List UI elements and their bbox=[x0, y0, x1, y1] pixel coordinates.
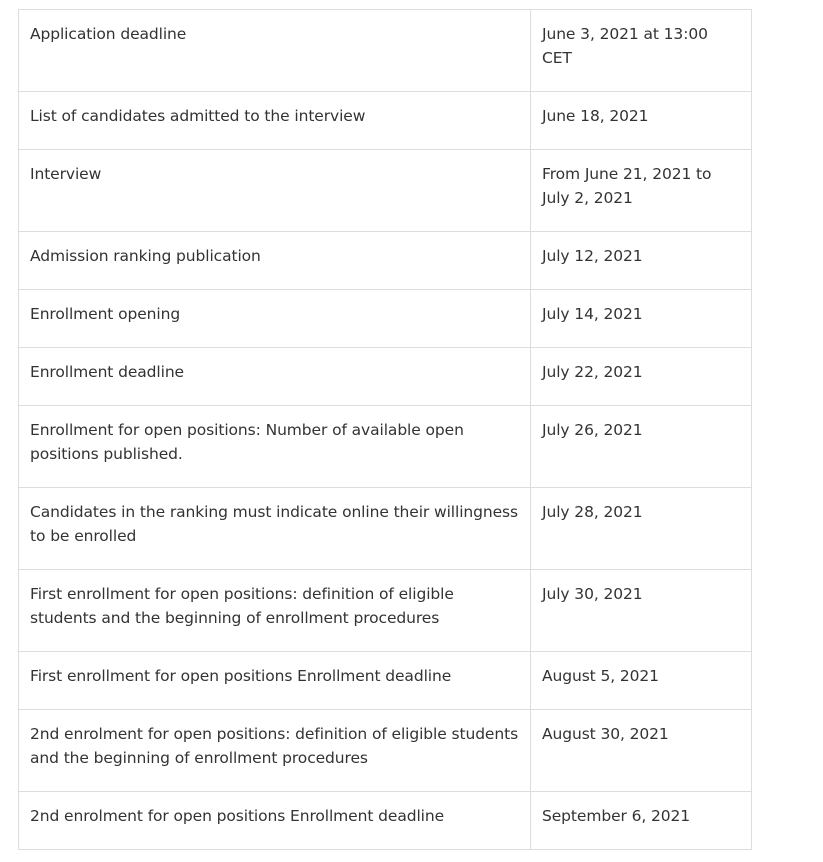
event-cell: Admission ranking publication bbox=[19, 232, 531, 290]
event-cell: Candidates in the ranking must indicate online their willingness to be enrolled bbox=[19, 488, 531, 570]
table-row bbox=[19, 232, 752, 290]
table-row bbox=[19, 710, 752, 792]
table-row bbox=[19, 570, 752, 652]
event-cell: 2nd enrolment for open positions Enrollment deadline bbox=[19, 792, 531, 850]
date-cell: September 6, 2021 bbox=[531, 792, 752, 850]
table-row bbox=[19, 10, 752, 92]
table-row bbox=[19, 290, 752, 348]
date-cell: July 14, 2021 bbox=[531, 290, 752, 348]
date-cell: July 28, 2021 bbox=[531, 488, 752, 570]
date-cell: August 5, 2021 bbox=[531, 652, 752, 710]
date-cell: June 18, 2021 bbox=[531, 92, 752, 150]
date-cell: July 26, 2021 bbox=[531, 406, 752, 488]
table-row bbox=[19, 488, 752, 570]
table-row bbox=[19, 652, 752, 710]
date-cell: June 3, 2021 at 13:00 CET bbox=[531, 10, 752, 92]
event-cell: Enrollment for open positions: Number of available open positions published. bbox=[19, 406, 531, 488]
event-cell: Enrollment opening bbox=[19, 290, 531, 348]
event-cell: Enrollment deadline bbox=[19, 348, 531, 406]
event-cell: 2nd enrolment for open positions: definition of eligible students and the beginning of enrollment procedures bbox=[19, 710, 531, 792]
event-cell: List of candidates admitted to the interview bbox=[19, 92, 531, 150]
event-cell: First enrollment for open positions: definition of eligible students and the beginning of enrollment procedures bbox=[19, 570, 531, 652]
event-cell: Application deadline bbox=[19, 10, 531, 92]
table-row bbox=[19, 92, 752, 150]
date-cell: From June 21, 2021 to July 2, 2021 bbox=[531, 150, 752, 232]
date-cell: July 22, 2021 bbox=[531, 348, 752, 406]
date-cell: August 30, 2021 bbox=[531, 710, 752, 792]
schedule-table-container bbox=[18, 9, 751, 850]
event-cell: Interview bbox=[19, 150, 531, 232]
table-row bbox=[19, 150, 752, 232]
schedule-table bbox=[18, 9, 752, 850]
date-cell: July 12, 2021 bbox=[531, 232, 752, 290]
table-row bbox=[19, 348, 752, 406]
table-row bbox=[19, 406, 752, 488]
date-cell: July 30, 2021 bbox=[531, 570, 752, 652]
table-row bbox=[19, 792, 752, 850]
event-cell: First enrollment for open positions Enrollment deadline bbox=[19, 652, 531, 710]
